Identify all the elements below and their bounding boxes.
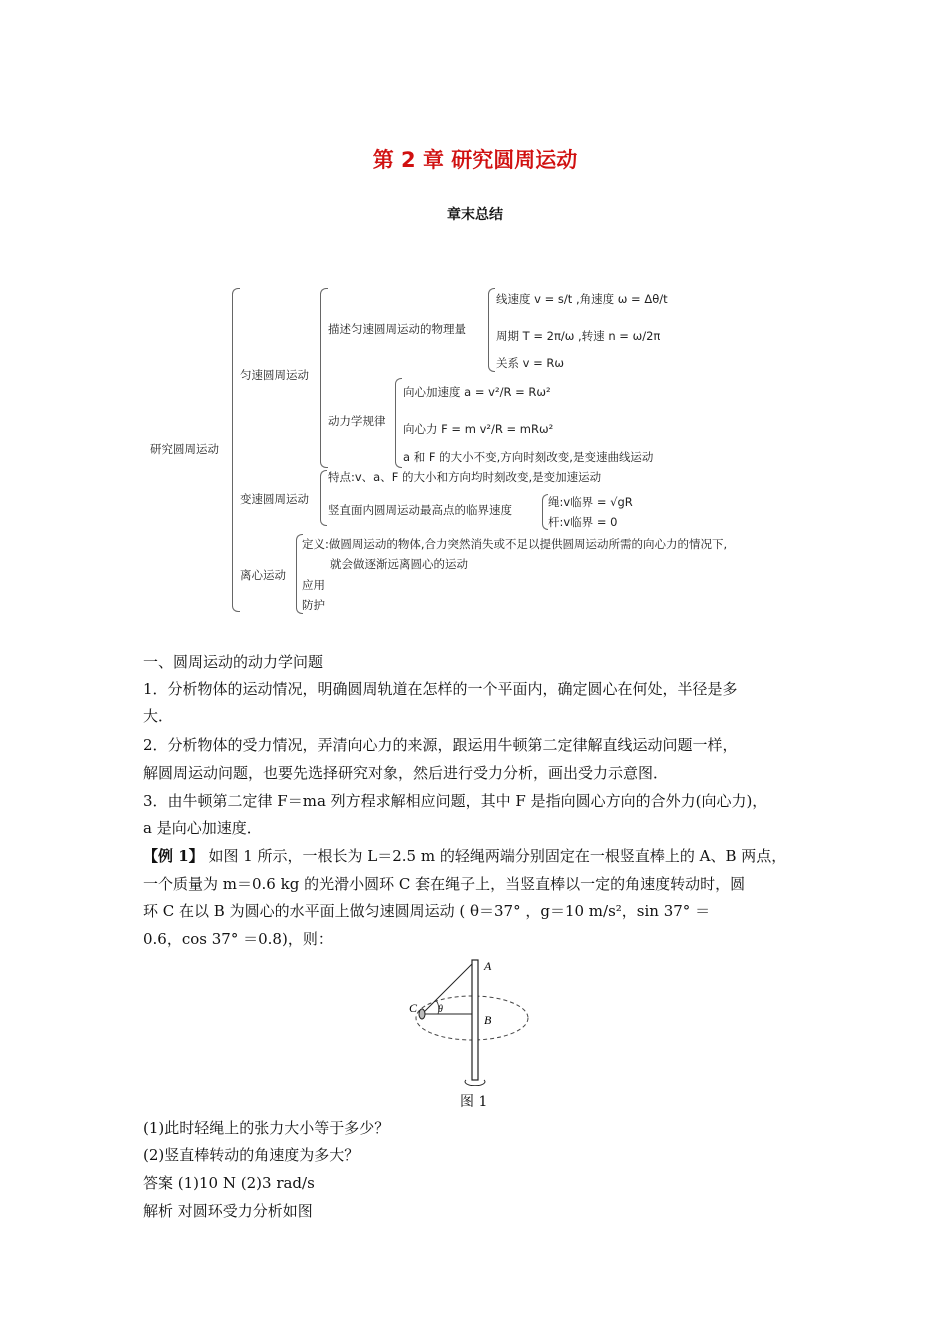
page-title: 第 2 章 研究圆周运动 — [372, 148, 578, 172]
brace-root — [232, 288, 240, 612]
brace-uniform — [320, 288, 328, 468]
example-line-2: 一个质量为 m＝0.6 kg 的光滑小圆环 C 套在绳子上，当竖直棒以一定的角速度转动时，圆 — [143, 875, 746, 893]
mm-dy2: 向心力 F = m v²/R = mRω² — [403, 422, 554, 436]
mm-pq1: 线速度 v = s/t ,角速度 ω = Δθ/t — [496, 292, 668, 306]
rotation-arrow — [465, 1080, 485, 1086]
question-1: (1)此时轻绳上的张力大小等于多少？ — [143, 1119, 390, 1137]
mm-nu-critical: 竖直面内圆周运动最高点的临界速度 — [328, 503, 512, 517]
paragraph-3-line-1: 3．由牛顿第二定律 F＝ma 列方程求解相应问题，其中 F 是指向圆心方向的合外力(向心力)， — [143, 792, 768, 810]
label-c: C — [409, 1001, 418, 1015]
answer: 答案 (1)10 N (2)3 rad/s — [143, 1174, 315, 1192]
mm-dynamics: 动力学规律 — [328, 414, 386, 428]
paragraph-3-line-2: a 是向心加速度． — [143, 819, 262, 837]
figure-1 — [404, 956, 564, 1090]
mm-dy3: a 和 F 的大小不变,方向时刻改变,是变速曲线运动 — [403, 450, 654, 464]
mm-cf-def1: 定义:做圆周运动的物体,合力突然消失或不足以提供圆周运动所需的向心力的情况下, — [302, 537, 728, 551]
mm-cf-def2: 就会做逐渐远离圆心的运动 — [330, 557, 468, 571]
mm-centrifugal: 离心运动 — [240, 568, 286, 582]
paragraph-1-line-2: 大． — [143, 707, 174, 725]
ring-c — [419, 1009, 425, 1019]
figure-1-diagram — [404, 956, 564, 1086]
paragraph-2-line-2: 解圆周运动问题，也要先选择研究对象，然后进行受力分析，画出受力示意图． — [143, 764, 669, 782]
label-a: A — [484, 959, 492, 973]
analysis: 解析 对圆环受力分析如图 — [143, 1202, 313, 1220]
paragraph-1-line-1: 1．分析物体的运动情况，明确圆周轨道在怎样的一个平面内，确定圆心在何处，半径是多 — [143, 680, 738, 698]
mm-root: 研究圆周运动 — [150, 442, 219, 456]
section-heading: 一、圆周运动的动力学问题 — [143, 653, 324, 671]
mm-cf-app: 应用 — [302, 578, 325, 592]
example-line-1 — [143, 846, 786, 866]
label-theta: θ — [438, 1004, 443, 1015]
page-subtitle: 章末总结 — [447, 207, 503, 223]
example-tag: 【例 1】 — [143, 847, 204, 865]
mm-pq3: 关系 v = Rω — [496, 356, 565, 370]
question-2: (2)竖直棒转动的角速度为多大？ — [143, 1146, 360, 1164]
paragraph-2-line-1: 2．分析物体的受力情况，弄清向心力的来源，跟运用牛顿第二定律解直线运动问题一样， — [143, 736, 738, 754]
example-line-3: 环 C 在以 B 为圆心的水平面上做匀速圆周运动 ( θ＝37° ，g＝10 m/s²，sin 37° ＝ — [143, 902, 711, 920]
mm-cf-prot: 防护 — [302, 598, 325, 612]
brace-quantities — [488, 288, 495, 372]
mm-crit-rod: 杆:v临界 = 0 — [548, 515, 618, 529]
brace-dynamics — [395, 378, 402, 468]
brace-nonuniform — [320, 470, 327, 526]
label-b: B — [484, 1013, 492, 1027]
mm-crit-rope: 绳:v临界 = √gR — [548, 495, 633, 509]
vertical-rod — [472, 960, 478, 1080]
mm-nu-feature: 特点:v、a、F 的大小和方向均时刻改变,是变加速运动 — [328, 470, 602, 484]
example-line-4: 0.6，cos 37° ＝0.8)，则： — [143, 930, 333, 948]
figure-caption: 图 1 — [460, 1094, 488, 1110]
mm-pq2: 周期 T = 2π/ω ,转速 n = ω/2π — [496, 329, 661, 343]
rope-upper — [422, 964, 472, 1014]
mm-dy1: 向心加速度 a = v²/R = Rω² — [403, 385, 551, 399]
mm-physical-quantities: 描述匀速圆周运动的物理量 — [328, 322, 466, 336]
example-text-1: 如图 1 所示，一根长为 L＝2.5 m 的轻绳两端分别固定在一根竖直棒上的 A、B 两点， — [203, 847, 787, 865]
mm-uniform: 匀速圆周运动 — [240, 368, 309, 382]
mm-nonuniform: 变速圆周运动 — [240, 492, 309, 506]
